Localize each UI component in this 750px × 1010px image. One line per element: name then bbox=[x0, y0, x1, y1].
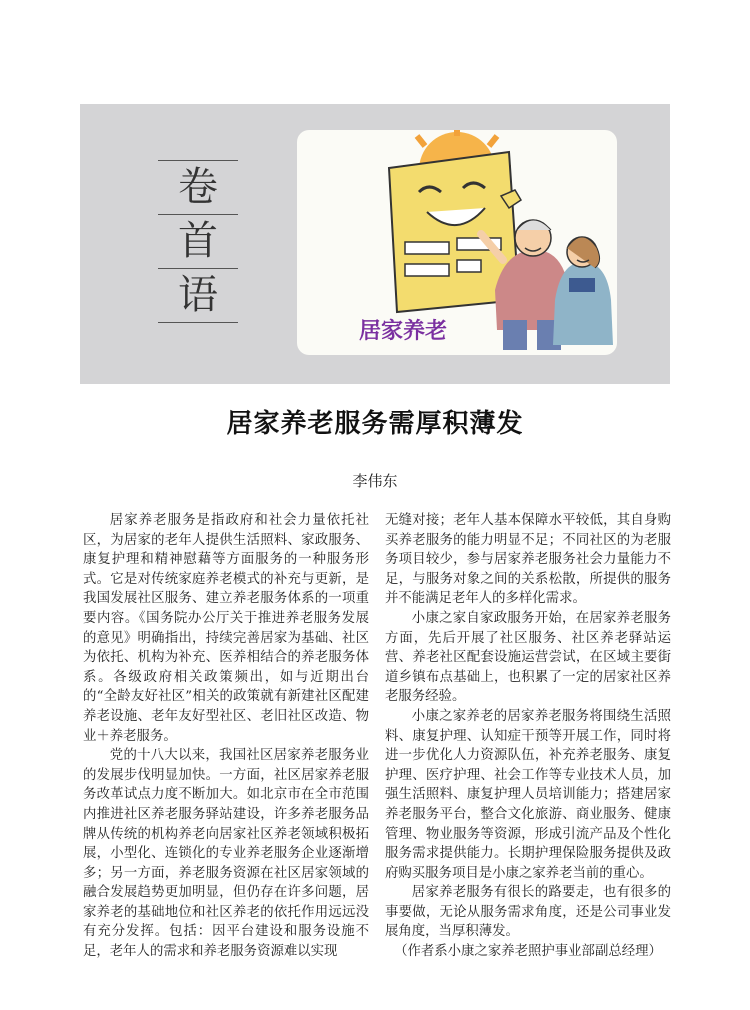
paragraph: 无缝对接；老年人基本保障水平较低，其自身购买养老服务的能力明显不足；不同社区的为老服务项目较少，参与居家养老服务社会力量能力不足，与服务对象之间的关系松散，所提供的服务并不能满足老年人的多样化需求。 bbox=[385, 513, 671, 607]
section-title-char: 语 bbox=[178, 272, 218, 318]
paragraph: 小康之家养老的居家养老服务将围绕生活照料、康复护理、认知症干预等开展工作，同时将进一步优化人力资源队伍，补充养老服务、康复护理、医疗护理、社会工作等专业技术人员，加强生活照料、康复护理人员培训能力；搭建居家养老服务平台，整合文化旅游、商业服务、健康管理、物业服务等资源，形成引流产品及个性化服务需求提供能力。长期护理保险服务提供及政府购买服务项目是小康之家养老当前的重心。 bbox=[385, 708, 671, 881]
paragraph: 党的十八大以来，我国社区居家养老服务业的发展步伐明显加快。一方面，社区居家养老服务改革试点力度不断加大。如北京市在全市范围内推进社区养老服务驿站建设，许多养老服务品牌从传统的机构养老向居家社区养老领域积极拓展，小型化、连锁化的专业养老服务企业逐渐增多；另一方面，养老服务资源在社区居家领域的融合发展趋势更加明显，但仍存在许多问题，居家养老的基础地位和社区养老的依托作用远远没有充分发挥。包括：因平台建设和服务设施不足，老年人的需求和养老服务资源难以实现 bbox=[83, 748, 369, 960]
section-title-char: 卷 bbox=[178, 164, 218, 210]
article-author: 李伟东 bbox=[352, 472, 398, 490]
section-title-char: 首 bbox=[178, 218, 218, 264]
paragraph: 小康之家自家政服务开始，在居家养老服务方面，先后开展了社区服务、社区养老驿站运营、养老社区配套设施运营尝试，在区域主要街道乡镇布点基础上，也积累了一定的居家社区养老服务经验。 bbox=[385, 610, 671, 705]
illustration bbox=[297, 130, 617, 355]
paragraph: 居家养老服务是指政府和社会力量依托社区，为居家的老年人提供生活照料、家政服务、康复护理和精神慰藉等方面服务的一种服务形式。它是对传统家庭养老模式的补充与更新，是我国发展社区服务、建立养老服务体系的一项重要内容。《国务院办公厅关于推进养老服务发展的意见》明确指出，持续完善居家为基础、社区为依托、机构为补充、医养相结合的养老服务体系。各级政府相关政策频出，如与近期出台的“全龄友好社区”相关的政策就有新建社区配建养老设施、老年友好型社区、老旧社区改造、物业＋养老服务。 bbox=[83, 513, 369, 744]
section-title bbox=[158, 160, 238, 323]
article-column-right bbox=[385, 511, 671, 962]
divider bbox=[158, 322, 238, 323]
article-title: 居家养老服务需厚积薄发 bbox=[226, 409, 524, 439]
article-column-left bbox=[83, 511, 369, 962]
paragraph: 居家养老服务有很长的路要走，也有很多的事要做，无论从服务需求角度，还是公司事业发展角度，当厚积薄发。 bbox=[385, 885, 671, 940]
author-signature: （作者系小康之家养老照护事业部副总经理） bbox=[394, 944, 662, 960]
home-care-cartoon bbox=[297, 130, 617, 355]
illustration-caption: 居家养老 bbox=[359, 318, 448, 344]
elderly-woman-icon bbox=[553, 237, 613, 345]
